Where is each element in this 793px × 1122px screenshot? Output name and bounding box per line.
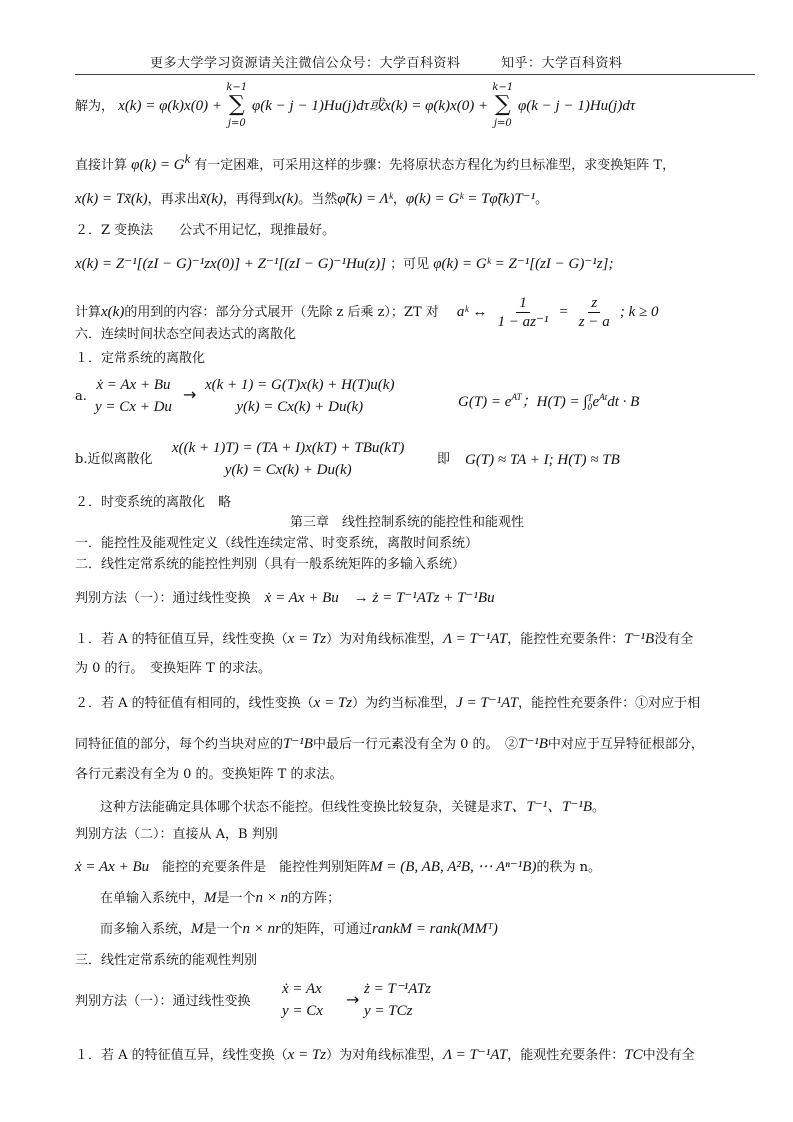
text-line: 同特征值的部分，每个约当块对应的T⁻¹B中最后一行元素没有全为 0 的。 ②T⁻¹B中对应于互异特征根部分， [75, 736, 704, 752]
section-heading: 三．线性定常系统的能观性判别 [75, 953, 258, 968]
solution-line [75, 82, 636, 129]
section-item: ２．Z 变换法 公式不用记忆，现推最好。 [75, 223, 336, 238]
text-line: 各行元素没有全为 0 的。变换矩阵 T 的求法。 [75, 767, 343, 782]
text-line: x(k) = Z⁻¹[(zI − G)⁻¹zx(0)] + Z⁻¹[(zI − G)⁻¹Hu(z)] ；可见 φ(k) = Gᵏ = Z⁻¹[(zI − G)⁻¹z]; [75, 256, 614, 272]
text-line: ẋ = Ax + Bu 能控的充要条件是 能控性判别矩阵M = (B, AB, A²B, ⋯ Aⁿ⁻¹B)的秩为 n。 [75, 859, 601, 875]
label-text: 解为， [75, 99, 115, 114]
item-label: b.近似离散化 [75, 452, 153, 467]
fraction: $\frac{z}{z - a}$ [578, 295, 610, 330]
text-line: 这种方法能确定具体哪个状态不能控。但线性变换比较复杂，关键是求T、T⁻¹、T⁻¹B。 [100, 799, 606, 815]
text-line: ２．若 A 的特征值有相同的，线性变换（x = Tz）为约当标准型，J = T⁻¹AT，能控性充要条件：①对应于相 [75, 695, 701, 711]
text-line: 判别方法（二）：直接从 A，B 判别 [75, 827, 278, 842]
section-heading: 二．线性定常系统的能控性判别（具有一般系统矩阵的多输入系统） [75, 557, 466, 572]
text-line: 为 0 的行。 变换矩阵 T 的求法。 [75, 661, 271, 676]
text-line: 而多输入系统，M是一个n × nr的矩阵，可通过rankM = rank(MMᵀ) [100, 921, 498, 937]
text-line: 计算x(k)的用到的内容：部分分式展开（先除 z 后乘 z）；ZT 对 aᵏ ↔ $\frac{1}{\text{1 − az⁻¹}}$ = $\frac{z}{z - a}$ ; k ≥ 0 [75, 295, 659, 330]
transformed-equation: ż = T⁻¹ATz y = TCz [364, 981, 432, 1019]
arrow-icon: → [346, 990, 360, 1009]
state-equation: ẋ = Ax + Bu y = Cx + Du [95, 377, 172, 415]
text-line: 在单输入系统中，M是一个n × n的方阵； [100, 890, 341, 906]
fraction: $\frac{1}{\text{1 − az⁻¹}}$ [497, 295, 549, 330]
section-item: ２．时变系统的离散化 略 [75, 495, 232, 510]
text-line: 直接计算 $\varphi(k) = G^k$ 有一定困难，可采用这样的步骤：先将原状态方程化为约旦标准型，求变换矩阵 T， [75, 152, 676, 173]
formula-part: φ(k − j − 1)Hu(j)dτ [517, 98, 636, 114]
arrow-icon: → [183, 385, 197, 404]
chapter-title: 第三章 线性控制系统的能控性和能观性 [290, 515, 525, 530]
formula-part: φ(k − j − 1)Hu(j)dτ或x(k) = φ(k)x(0) + [251, 98, 492, 114]
section-item: １．定常系统的离散化 [75, 351, 206, 366]
observe-equation: ẋ = Ax y = Cx [282, 981, 323, 1019]
summation-symbol: k−1 ∑ j=0 [492, 82, 514, 129]
section-heading: 六．连续时间状态空间表达式的离散化 [75, 327, 297, 342]
text-line: x(k) = Tx̃(k)，再求出x̃(k)，再得到x(k)。当然φ̃(k) = Λᵏ，φ(k) = Gᵏ = Tφ̃(k)T⁻¹。 [75, 191, 549, 207]
discrete-matrices: $G(T) = e^{AT}$；H(T) = ∫ T 0 $e^{At}dt \cdot B$ [458, 392, 640, 412]
section-heading: 一．能控性及能观性定义（线性连续定常、时变系统，离散时间系统） [75, 536, 479, 551]
text-line: １．若 A 的特征值互异，线性变换（x = Tz）为对角线标准型，Λ = T⁻¹AT，能控性充要条件：T⁻¹B没有全 [75, 631, 694, 647]
header-rule [75, 74, 755, 75]
formula-part: φ(k) = G [131, 157, 185, 173]
approx-matrices: G(T) ≈ TA + I; H(T) ≈ TB [465, 452, 620, 468]
approx-equation: x((k + 1)T) = (TA + I)x(kT) + TBu(kT) y(k) = Cx(k) + Du(k) [172, 440, 405, 478]
text-line: 判别方法（一）：通过线性变换 [75, 994, 251, 1009]
summation-symbol: k−1 ∑ j=0 [226, 82, 248, 129]
item-label: a. [75, 389, 87, 404]
text-line: １．若 A 的特征值互异，线性变换（x = Tz）为对角线标准型，Λ = T⁻¹AT，能观性充要条件：TC中没有全 [75, 1047, 695, 1063]
page-header: 更多大学学习资源请关注微信公众号：大学百科资料 知乎：大学百科资料 [150, 56, 623, 71]
discrete-equation: x(k + 1) = G(T)x(k) + H(T)u(k) y(k) = Cx(k) + Du(k) [205, 377, 395, 415]
label-text: 即 [437, 452, 451, 467]
formula-part: x(k) = φ(k)x(0) + [118, 98, 226, 114]
text-line: 判别方法（一）：通过线性变换 ẋ = Ax + Bu → ż = T⁻¹ATz + T⁻¹Bu [75, 590, 495, 606]
